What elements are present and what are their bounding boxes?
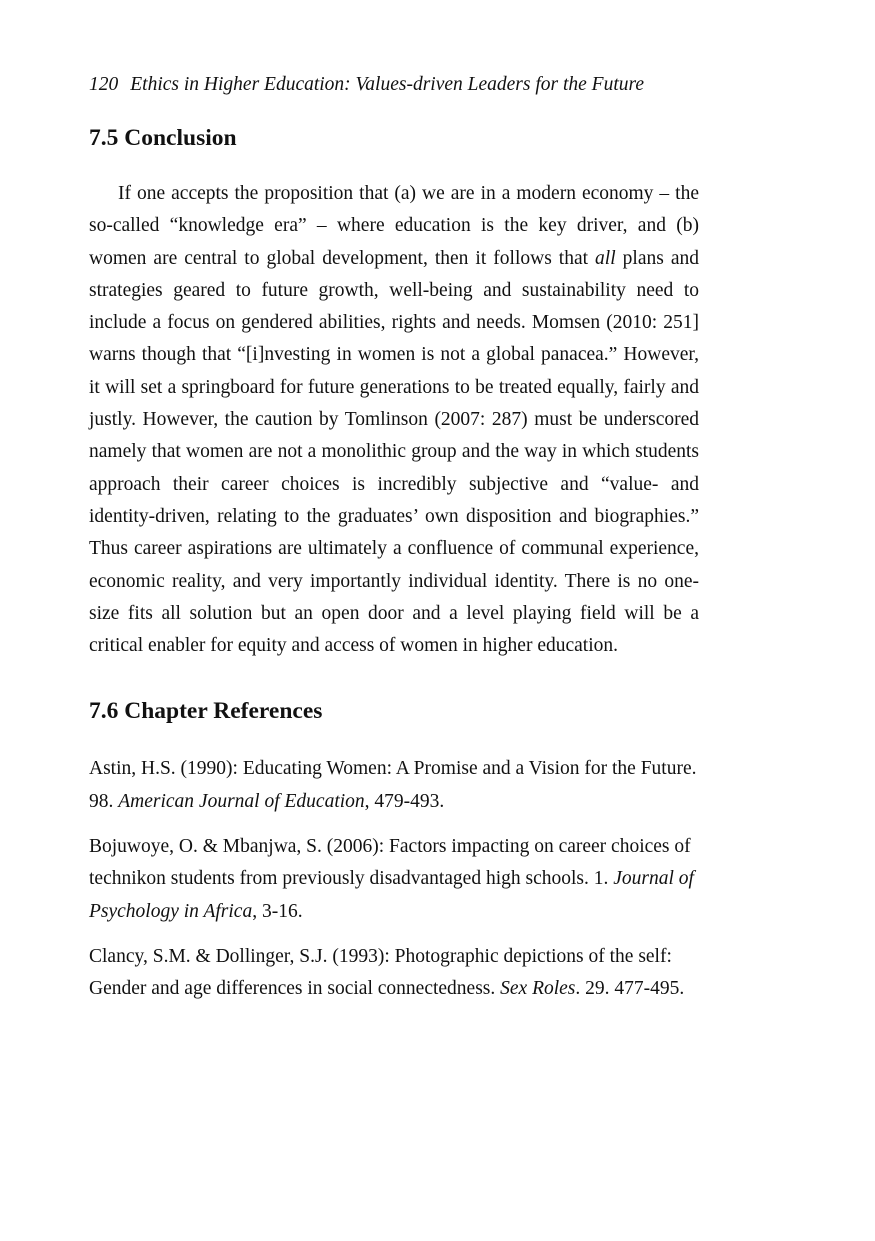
reference-text: Bojuwoye, O. & Mbanjwa, S. (2006): Factors impacting on career choices of technikon students from previously disadvantaged high schools. 1. xyxy=(89,836,691,890)
reference-item xyxy=(89,831,699,928)
conclusion-text-part-2: plans and strategies geared to future growth, well-being and sustainability need to include a focus on gendered abilities, rights and needs. Momsen (2010: 251] warns though that “[i]nvesting in women is not a global panacea.” However, it will set a springboard for future generations to be treated equally, fairly and justly. However, the caution by Tomlinson (2007: 287) must be underscored namely that women are not a monolithic group and the way in which students approach their career choices is incredibly subjective and “value- and identity-driven, relating to the graduates’ own disposition and biographies.” Thus career aspirations are ultimately a confluence of communal experience, economic reality, and very importantly individual identity. There is no one-size fits all solution but an open door and a level playing field will be a critical enabler for equity and access of women in higher education. xyxy=(89,247,699,657)
book-title: Ethics in Higher Education: Values-driven Leaders for the Future xyxy=(130,74,645,95)
conclusion-emphasis: all xyxy=(595,247,616,269)
reference-text: Astin, H.S. (1990): Educating Women: A Promise and a Vision for the Future. 98. xyxy=(89,758,697,812)
conclusion-text-part-1: If one accepts the proposition that (a) we are in a modern economy – the so-called “knowledge era” – where education is the key driver, and (b) women are central to global development, then it follows that xyxy=(89,183,699,269)
reference-text: Clancy, S.M. & Dollinger, S.J. (1993): Photographic depictions of the self: Gender and age differences in social connectedness. xyxy=(89,945,672,1000)
book-page xyxy=(89,70,699,1019)
reference-journal: American Journal of Education xyxy=(118,790,365,812)
reference-item xyxy=(89,941,699,1006)
reference-journal: Sex Roles xyxy=(500,978,576,1000)
page-number: 120 xyxy=(89,74,119,95)
reference-journal: Journal of Psychology in Africa xyxy=(89,868,694,922)
references-heading: 7.6 Chapter References xyxy=(89,698,323,725)
reference-pages: . 29. 477-495. xyxy=(575,978,685,1000)
reference-list xyxy=(89,753,699,1005)
conclusion-paragraph xyxy=(89,178,699,662)
reference-pages: , 479-493. xyxy=(364,790,445,812)
running-header xyxy=(89,70,699,100)
reference-item xyxy=(89,753,699,818)
conclusion-heading: 7.5 Conclusion xyxy=(89,125,237,151)
reference-pages: , 3-16. xyxy=(252,900,303,922)
